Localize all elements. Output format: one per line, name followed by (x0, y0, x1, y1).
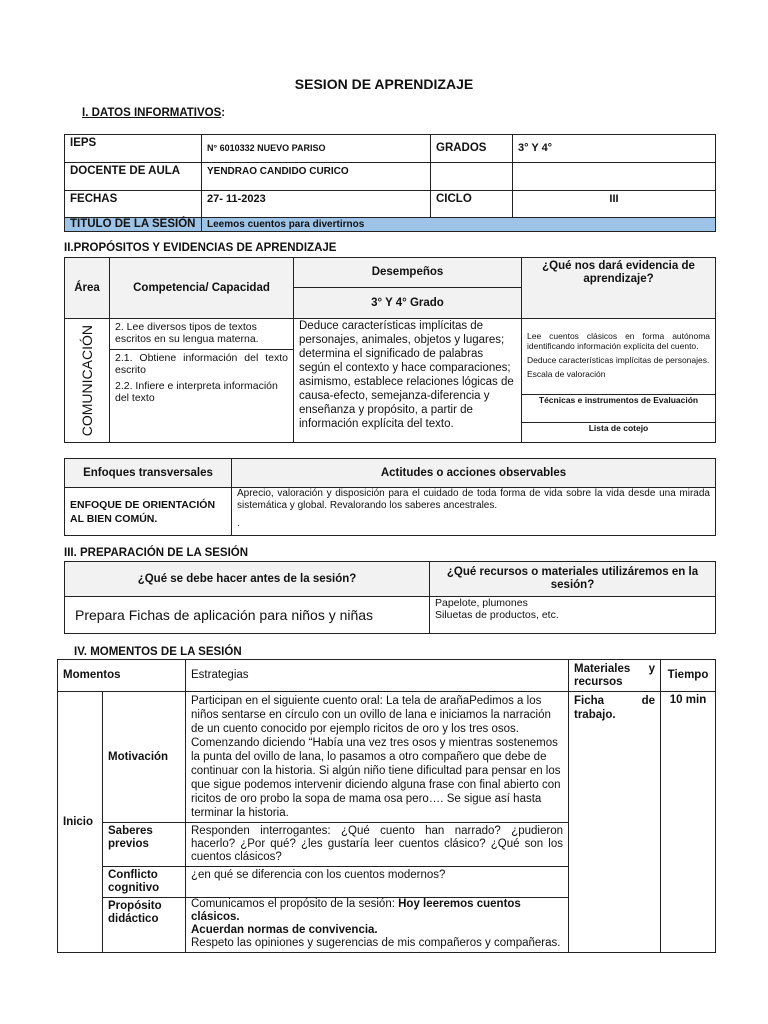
material1-text: Papelote, plumones (435, 597, 528, 609)
actitud-cell (232, 488, 716, 536)
evidencia-header: ¿Qué nos dará evidencia de aprendizaje? (522, 258, 716, 319)
instrumento-text: Lista de cotejo (522, 423, 716, 443)
section1-heading-text: I. DATOS INFORMATIVOS (82, 107, 222, 119)
evidencia1-text: Lee cuentos clásicos en forma autónoma identificando información explícita del cuento. (527, 331, 710, 351)
fechas-value: 27- 11-2023 (202, 191, 431, 218)
proposito-cell (186, 898, 569, 953)
actitud-dot: . (237, 518, 240, 529)
capacidad1-text: 2.1. Obtiene información del texto escrito (115, 352, 288, 376)
capacidad2-text: 2.2. Infiere e interpreta información del texto (115, 380, 278, 404)
area-header: Área (65, 258, 110, 319)
fechas-label: FECHAS (65, 191, 202, 218)
materiales-text: Ficha de trabajo. (569, 692, 661, 953)
evidencia3-text: Escala de valoración (527, 369, 606, 379)
grados-value: 3° Y 4° (513, 135, 716, 163)
antes-question: ¿Qué se debe hacer antes de la sesión? (65, 562, 430, 597)
empty-cell-b (513, 163, 716, 191)
recursos-question: ¿Qué recursos o materiales utilizáremos en la sesión? (430, 562, 716, 597)
titulo-value: Leemos cuentos para divertirnos (202, 218, 716, 232)
momentos-table (57, 659, 716, 953)
propositos-table (64, 257, 716, 443)
docente-label: DOCENTE DE AULA (65, 163, 202, 191)
proposito-label: Propósito didáctico (103, 898, 186, 953)
enfoque-text: ENFOQUE DE ORIENTACIÓN AL BIEN COMÚN. (65, 488, 232, 536)
proposito-text2: Respeto las opiniones y sugerencias de mis compañeros y compañeras. (191, 937, 561, 949)
section3-heading: III. PREPARACIÓN DE LA SESIÓN (64, 547, 249, 559)
antes-answer: Prepara Fichas de aplicación para niños y niñas (65, 597, 430, 634)
materiales-header: Materiales y recursos (569, 660, 661, 692)
conflicto-text: ¿en qué se diferencia con los cuentos modernos? (186, 867, 569, 898)
saberes-text: Responden interrogantes: ¿Qué cuento han narrado? ¿pudieron hacerlo? ¿Por qué? ¿les gustaría leer cuentos clásico? ¿Qué son los cuentos clásicos? (186, 823, 569, 867)
area-cell (65, 319, 110, 443)
competencia-text: 2. Lee diversos tipos de textos escritos en su lengua materna. (110, 319, 293, 350)
actitudes-header: Actitudes o acciones observables (232, 459, 716, 488)
recursos-cell (430, 597, 716, 634)
evidencia-cell (522, 319, 716, 395)
saberes-label: Saberes previos (103, 823, 186, 867)
docente-value: YENDRAO CANDIDO CURICO (202, 163, 431, 191)
section1-heading (82, 107, 225, 119)
ciclo-label: CICLO (431, 191, 513, 218)
section1-heading-colon: : (221, 107, 226, 119)
area-vertical-text: COMUNICACIÓN (78, 324, 95, 437)
enfoques-header: Enfoques transversales (65, 459, 232, 488)
motivacion-text: Participan en el siguiente cuento oral: La tela de arañaPedimos a los niños sentarse en círculo con un ovillo de lana e iniciamos la narración de un cuento conocido por ejemplo ricitos de oro y los tres osos. Comenzando diciendo “Había una vez tres osos y mientras sostenemos la punta del ovillo de lana, lo pasamos a otro compañero que debe de continuar con la historia. Si algún niño tiene dificultad para pensar en los que sigue podemos intervenir diciendo alguna frase con final abierto con ricitos de oro probo la sopa de mama osa pero…. Se sigue así hasta terminar la historia. (186, 692, 569, 823)
grados-label: GRADOS (431, 135, 513, 163)
tiempo-text: 10 min (661, 692, 716, 953)
desempeno-text: Deduce características implícitas de personajes, animales, objetos y lugares; determina el significado de palabras según el contexto y hace comparaciones; asimismo, establece relaciones lógicas de causa-efecto, semejanza-diferencia y enseñanza y propósito, a partir de información explícita del texto. (294, 319, 522, 443)
momentos-header: Momentos (58, 660, 186, 692)
ciclo-value: III (513, 191, 716, 218)
datos-table (64, 134, 716, 232)
ieps-value: N° 6010332 NUEVO PARISO (202, 135, 431, 163)
actitud-text: Aprecio, valoración y disposición para el cuidado de toda forma de vida sobre la vida desde una mirada sistemática y global. Revalorando los saberes ancestrales. (237, 488, 710, 511)
conflicto-label: Conflicto cognitivo (103, 867, 186, 898)
proposito-text1: Comunicamos el propósito de la sesión: (191, 898, 399, 910)
tiempo-header: Tiempo (661, 660, 716, 692)
proposito-bold1: Hoy leeremos cuentos clásicos. (191, 898, 521, 923)
material2-text: Siluetas de productos, etc. (435, 609, 559, 621)
preparacion-table (64, 561, 716, 634)
motivacion-label: Motivación (103, 692, 186, 823)
competencia-cell (110, 319, 294, 443)
section4-heading: IV. MOMENTOS DE LA SESIÓN (74, 646, 242, 658)
titulo-label: TITULO DE LA SESIÓN (65, 218, 202, 232)
enfoques-table (64, 458, 716, 536)
inicio-label: Inicio (58, 692, 103, 953)
evidencia2-text: Deduce características implícitas de personajes. (527, 355, 710, 365)
grado-header: 3° Y 4° Grado (294, 288, 522, 319)
desempenos-header: Desempeños (294, 258, 522, 288)
empty-cell-a (431, 163, 513, 191)
proposito-bold2: Acuerdan normas de convivencia. (191, 924, 378, 936)
tecnicas-header: Técnicas e instrumentos de Evaluación (522, 395, 716, 423)
competencia-header: Competencia/ Capacidad (110, 258, 294, 319)
page-title: SESION DE APRENDIZAJE (294, 76, 474, 92)
ieps-label: IEPS (65, 135, 202, 163)
estrategias-header: Estrategias (186, 660, 569, 692)
section2-heading: II.PROPÓSITOS Y EVIDENCIAS DE APRENDIZAJE (64, 242, 337, 254)
